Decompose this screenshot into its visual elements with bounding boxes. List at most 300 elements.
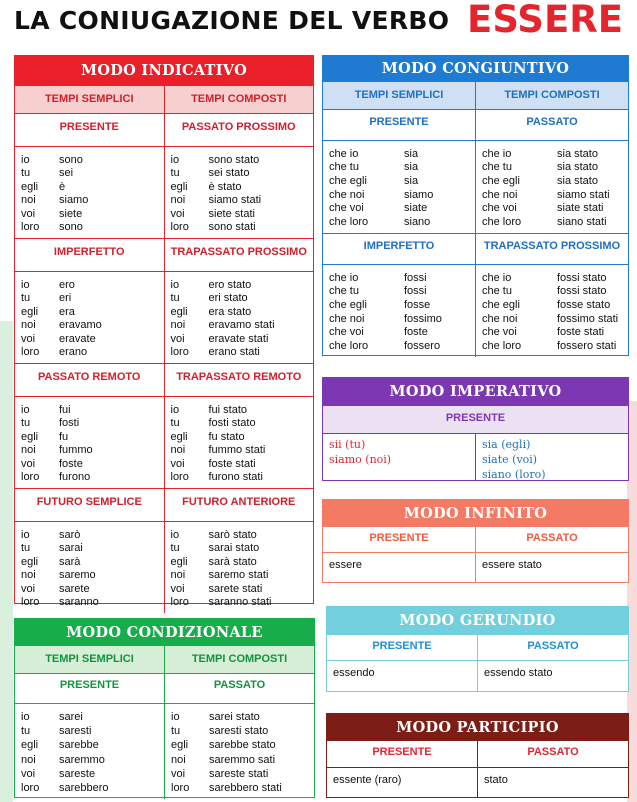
verb-form: sono bbox=[59, 153, 83, 166]
verb-form: saresti bbox=[59, 725, 92, 738]
conjugation-line bbox=[21, 181, 164, 193]
pronoun: tu bbox=[171, 725, 181, 738]
congiuntivo-forms-left bbox=[323, 141, 476, 233]
verb-form: fu stato bbox=[208, 430, 245, 443]
conjugation-line bbox=[329, 161, 475, 173]
conjugation-line bbox=[21, 221, 164, 233]
verb-form: ero stato bbox=[208, 278, 252, 291]
pronoun: noi bbox=[21, 569, 36, 582]
conjugation-line bbox=[171, 556, 314, 568]
participio-passato-label: PASSATO bbox=[527, 746, 579, 758]
verb-form: foste bbox=[59, 457, 83, 470]
indicativo-conjugation-row bbox=[15, 147, 313, 238]
conjugation-line bbox=[329, 216, 475, 228]
infinito-passato-label: PASSATO bbox=[526, 532, 578, 544]
pronoun: noi bbox=[171, 753, 186, 766]
indicativo-forms-left bbox=[15, 397, 165, 488]
conjugation-line bbox=[482, 175, 628, 187]
pronoun: voi bbox=[21, 332, 36, 345]
verb-form: sareste stati bbox=[209, 767, 269, 780]
pronoun: io bbox=[170, 278, 180, 291]
indicativo-tense-name: PRESENTE bbox=[15, 114, 165, 146]
pronoun: che io bbox=[329, 147, 359, 160]
conjugation-line bbox=[21, 319, 164, 331]
imperativo-tense: PRESENTE bbox=[323, 406, 628, 434]
verb-form: saremmo sati bbox=[209, 753, 276, 766]
verb-form: eri stato bbox=[208, 292, 248, 305]
flag-stripe-left bbox=[0, 0, 13, 802]
conjugation-line bbox=[329, 340, 475, 352]
pronoun: noi bbox=[21, 444, 36, 457]
indicativo-panel bbox=[14, 55, 314, 609]
congiuntivo-forms-right bbox=[476, 265, 628, 357]
pronoun: che tu bbox=[329, 285, 359, 298]
conjugation-line bbox=[21, 471, 164, 483]
congiuntivo-tense-name-row bbox=[323, 109, 628, 141]
verb-form: siamo bbox=[404, 188, 434, 201]
verb-title: ESSERE bbox=[467, 0, 623, 41]
conjugation-line bbox=[329, 326, 475, 338]
pronoun: noi bbox=[170, 319, 186, 332]
verb-form: foste stati bbox=[208, 457, 256, 470]
verb-form: eravamo bbox=[59, 319, 102, 332]
conjugation-line bbox=[21, 569, 164, 581]
conjugation-line bbox=[329, 189, 475, 201]
verb-form: fosti stato bbox=[208, 417, 256, 430]
pronoun: egli bbox=[21, 739, 39, 752]
congiuntivo-tenses bbox=[323, 109, 628, 357]
indicativo-col-semplici: TEMPI SEMPLICI bbox=[15, 86, 165, 113]
verb-form: fosti bbox=[59, 417, 80, 430]
conjugation-line bbox=[21, 725, 164, 737]
pronoun: voi bbox=[171, 767, 186, 780]
conjugation-line bbox=[21, 279, 164, 291]
pronoun: io bbox=[170, 153, 180, 166]
conjugation-line bbox=[171, 404, 314, 416]
conjugation-line bbox=[171, 471, 314, 483]
indicativo-tense-name: PASSATO REMOTO bbox=[15, 364, 165, 396]
congiuntivo-conjugation-row bbox=[323, 265, 628, 357]
conjugation-line bbox=[171, 221, 314, 233]
verb-form: saremo stati bbox=[208, 569, 269, 582]
pronoun: noi bbox=[21, 319, 36, 332]
pronoun: voi bbox=[170, 207, 185, 220]
verb-form: fosse stato bbox=[557, 299, 611, 312]
verb-form: fosse bbox=[404, 299, 431, 312]
conjugation-line bbox=[171, 739, 314, 751]
verb-form: sono stati bbox=[208, 221, 256, 234]
verb-form: sarete stati bbox=[208, 582, 263, 595]
verb-form: fui stato bbox=[208, 403, 248, 416]
conjugation-line bbox=[329, 299, 475, 311]
pronoun: voi bbox=[21, 457, 36, 470]
conjugation-line bbox=[21, 167, 164, 179]
conjugation-line bbox=[482, 189, 628, 201]
pronoun: noi bbox=[21, 753, 36, 766]
page-title: LA CONIUGAZIONE DEL VERBO bbox=[14, 6, 450, 35]
verb-form: siano stati bbox=[557, 216, 607, 229]
pronoun: voi bbox=[21, 207, 36, 220]
congiuntivo-header: MODO CONGIUNTIVO bbox=[323, 56, 628, 82]
verb-form: saresti stato bbox=[209, 725, 269, 738]
indicativo-conjugation-row bbox=[15, 272, 313, 363]
pronoun: egli bbox=[170, 180, 188, 193]
conjugation-line bbox=[171, 542, 314, 554]
pronoun: tu bbox=[21, 725, 31, 738]
participio-passato: stato bbox=[484, 774, 508, 786]
indicativo-forms-right bbox=[165, 397, 314, 488]
conjugation-line bbox=[171, 194, 314, 206]
conjugation-line bbox=[171, 431, 314, 443]
pronoun: che voi bbox=[329, 202, 364, 215]
pronoun: voi bbox=[170, 457, 185, 470]
pronoun: che io bbox=[482, 147, 512, 160]
indicativo-forms-right bbox=[165, 522, 314, 613]
verb-form: siamo bbox=[59, 194, 89, 207]
pronoun: tu bbox=[170, 292, 180, 305]
conjugation-line bbox=[482, 285, 628, 297]
indicativo-tense-name-row bbox=[15, 238, 313, 272]
conjugation-line bbox=[21, 768, 164, 780]
conjugation-line bbox=[171, 711, 314, 723]
pronoun: che noi bbox=[482, 188, 518, 201]
verb-form: sarebbero bbox=[59, 781, 109, 794]
pronoun: che egli bbox=[329, 175, 367, 188]
conjugation-line bbox=[21, 711, 164, 723]
verb-form: foste bbox=[404, 326, 428, 339]
pronoun: loro bbox=[21, 221, 40, 234]
verb-form: sarò stato bbox=[208, 528, 257, 541]
congiuntivo-conjugation-row bbox=[323, 141, 628, 233]
pronoun: che egli bbox=[329, 299, 367, 312]
infinito-passato: essere stato bbox=[482, 559, 542, 571]
conjugation-line bbox=[171, 208, 314, 220]
verb-form: saremmo bbox=[59, 753, 105, 766]
indicativo-tense-name: IMPERFETTO bbox=[15, 239, 165, 271]
pronoun: tu bbox=[170, 542, 180, 555]
congiuntivo-tense-name: PASSATO bbox=[526, 116, 578, 128]
verb-form: è stato bbox=[208, 180, 242, 193]
gerundio-presente: essendo bbox=[327, 661, 478, 692]
pronoun: egli bbox=[170, 430, 188, 443]
imperativo-form: siamo (noi) bbox=[329, 453, 392, 466]
indicativo-forms-left bbox=[15, 522, 165, 613]
conjugation-line bbox=[21, 556, 164, 568]
imperativo-left-forms bbox=[323, 434, 476, 480]
conjugation-line bbox=[329, 313, 475, 325]
congiuntivo-panel bbox=[322, 55, 629, 356]
pronoun: egli bbox=[21, 555, 39, 568]
conjugation-line bbox=[171, 154, 314, 166]
verb-form: siano bbox=[404, 216, 431, 229]
verb-form: ero bbox=[59, 278, 75, 291]
pronoun: che noi bbox=[329, 312, 365, 325]
verb-form: sarò bbox=[59, 528, 81, 541]
gerundio-forms bbox=[327, 661, 628, 692]
pronoun: voi bbox=[21, 582, 36, 595]
indicativo-tense-name: TRAPASSATO PROSSIMO bbox=[170, 246, 307, 258]
indicativo-tense-name: TRAPASSATO REMOTO bbox=[176, 371, 302, 383]
indicativo-tense-name: FUTURO ANTERIORE bbox=[182, 496, 296, 508]
infinito-forms bbox=[323, 553, 628, 583]
verb-form: sarete bbox=[59, 582, 90, 595]
pronoun: tu bbox=[21, 167, 31, 180]
condizionale-panel bbox=[14, 618, 315, 798]
conjugation-line bbox=[171, 444, 314, 456]
pronoun: voi bbox=[21, 767, 36, 780]
participio-header: MODO PARTICIPIO bbox=[327, 714, 628, 741]
pronoun: che tu bbox=[329, 161, 359, 174]
indicativo-tense-name: PASSATO PROSSIMO bbox=[181, 121, 296, 133]
pronoun: loro bbox=[170, 221, 189, 234]
conjugation-line bbox=[329, 285, 475, 297]
conjugation-line bbox=[482, 313, 628, 325]
indicativo-conjugation-row bbox=[15, 397, 313, 488]
conjugation-line bbox=[482, 216, 628, 228]
pronoun: io bbox=[171, 711, 180, 724]
condizionale-tenses bbox=[15, 673, 314, 799]
condizionale-header: MODO CONDIZIONALE bbox=[15, 619, 314, 646]
imperativo-form: sia (egli) bbox=[482, 438, 531, 451]
conjugation-line bbox=[21, 306, 164, 318]
verb-form: eravate stati bbox=[208, 332, 269, 345]
imperativo-form: siate (voi) bbox=[482, 453, 538, 466]
verb-form: erano bbox=[59, 346, 88, 359]
participio-presente-label: PRESENTE bbox=[327, 741, 478, 767]
verb-form: sarà stato bbox=[208, 555, 257, 568]
conjugation-line bbox=[21, 583, 164, 595]
conjugation-line bbox=[482, 161, 628, 173]
pronoun: che loro bbox=[482, 340, 522, 353]
verb-form: sia bbox=[404, 147, 419, 160]
pronoun: io bbox=[170, 528, 180, 541]
verb-form: fossi stato bbox=[557, 285, 607, 298]
indicativo-forms-right bbox=[165, 272, 314, 363]
pronoun: loro bbox=[170, 471, 189, 484]
participio-panel bbox=[326, 713, 629, 798]
verb-form: sarebbero stati bbox=[209, 781, 282, 794]
conjugation-line bbox=[482, 272, 628, 284]
pronoun: loro bbox=[170, 346, 189, 359]
pronoun: noi bbox=[170, 444, 186, 457]
conjugation-line bbox=[21, 739, 164, 751]
pronoun: egli bbox=[21, 430, 39, 443]
verb-form: sia bbox=[404, 175, 419, 188]
pronoun: io bbox=[21, 278, 30, 291]
conjugation-line bbox=[482, 299, 628, 311]
conjugation-line bbox=[171, 279, 314, 291]
pronoun: egli bbox=[171, 739, 189, 752]
imperativo-form: siano (loro) bbox=[482, 468, 546, 481]
verb-form: sarei bbox=[59, 711, 83, 724]
verb-form: sia bbox=[404, 161, 419, 174]
conjugation-line bbox=[21, 154, 164, 166]
conjugation-line bbox=[171, 529, 314, 541]
verb-form: è bbox=[59, 180, 66, 193]
conjugation-line bbox=[171, 583, 314, 595]
pronoun: tu bbox=[21, 292, 31, 305]
indicativo-tense-name: FUTURO SEMPLICE bbox=[15, 489, 165, 521]
conjugation-line bbox=[329, 175, 475, 187]
conjugation-line bbox=[171, 417, 314, 429]
verb-form: eravamo stati bbox=[208, 319, 275, 332]
infinito-panel bbox=[322, 499, 629, 583]
verb-form: sei bbox=[59, 167, 74, 180]
pronoun: tu bbox=[170, 417, 180, 430]
pronoun: io bbox=[170, 403, 180, 416]
verb-form: sia stato bbox=[557, 161, 598, 174]
verb-form: sarei stato bbox=[209, 711, 260, 724]
conjugation-line bbox=[482, 202, 628, 214]
imperativo-forms bbox=[323, 434, 628, 480]
congiuntivo-forms-left bbox=[323, 265, 476, 357]
pronoun: noi bbox=[21, 194, 36, 207]
verb-form: siamo stati bbox=[208, 194, 262, 207]
pronoun: egli bbox=[170, 555, 188, 568]
congiuntivo-tense-name: IMPERFETTO bbox=[323, 234, 476, 264]
conjugation-line bbox=[21, 404, 164, 416]
pronoun: che voi bbox=[329, 326, 364, 339]
imperativo-form: sii (tu) bbox=[329, 438, 366, 451]
verb-form: sarai bbox=[59, 542, 83, 555]
condizionale-tense-name: PASSATO bbox=[213, 679, 266, 691]
verb-form: sono bbox=[59, 221, 83, 234]
conjugation-line bbox=[171, 306, 314, 318]
pronoun: voi bbox=[170, 332, 185, 345]
conjugation-line bbox=[21, 194, 164, 206]
conjugation-line bbox=[21, 333, 164, 345]
imperativo-right-forms bbox=[476, 434, 628, 480]
conjugation-line bbox=[329, 202, 475, 214]
verb-form: furono stati bbox=[208, 471, 263, 484]
congiuntivo-forms-right bbox=[476, 141, 628, 233]
congiuntivo-column-headers bbox=[323, 82, 628, 109]
conjugation-line bbox=[171, 569, 314, 581]
verb-form: sia stato bbox=[557, 175, 598, 188]
pronoun: che egli bbox=[482, 299, 520, 312]
pronoun: tu bbox=[21, 417, 31, 430]
pronoun: che voi bbox=[482, 326, 517, 339]
conjugation-line bbox=[21, 346, 164, 358]
gerundio-tense-row bbox=[327, 635, 628, 661]
verb-form: fossero stati bbox=[557, 340, 617, 353]
condizionale-tense-name: PRESENTE bbox=[15, 674, 165, 703]
conjugation-line bbox=[21, 542, 164, 554]
conjugation-line bbox=[329, 148, 475, 160]
verb-form: sei stato bbox=[208, 167, 250, 180]
pronoun: egli bbox=[170, 305, 188, 318]
verb-form: fummo stati bbox=[208, 444, 266, 457]
pronoun: loro bbox=[21, 471, 40, 484]
conjugation-line bbox=[171, 782, 314, 794]
pronoun: tu bbox=[170, 167, 180, 180]
conjugation-line bbox=[21, 417, 164, 429]
verb-form: sareste bbox=[59, 767, 96, 780]
imperativo-header: MODO IMPERATIVO bbox=[323, 378, 628, 406]
pronoun: loro bbox=[21, 781, 40, 794]
conjugation-line bbox=[171, 333, 314, 345]
verb-form: siate bbox=[404, 202, 428, 215]
pronoun: tu bbox=[21, 542, 31, 555]
pronoun: voi bbox=[170, 582, 185, 595]
indicativo-conjugation-row bbox=[15, 522, 313, 613]
indicativo-forms-left bbox=[15, 272, 165, 363]
conjugation-line bbox=[21, 208, 164, 220]
indicativo-column-headers bbox=[15, 86, 313, 113]
indicativo-tenses bbox=[15, 113, 313, 613]
verb-form: fossimo stati bbox=[557, 312, 619, 325]
verb-form: fossi bbox=[404, 271, 427, 284]
congiuntivo-tense-name: TRAPASSATO PROSSIMO bbox=[483, 240, 621, 252]
gerundio-presente-label: PRESENTE bbox=[327, 635, 478, 660]
conjugation-line bbox=[171, 458, 314, 470]
congiuntivo-col-composti: TEMPI COMPOSTI bbox=[504, 89, 600, 101]
pronoun: che noi bbox=[329, 188, 365, 201]
participio-forms bbox=[327, 768, 628, 798]
verb-form: eravate bbox=[59, 332, 96, 345]
congiuntivo-tense-name-row bbox=[323, 233, 628, 265]
pronoun: che loro bbox=[482, 216, 522, 229]
pronoun: che loro bbox=[329, 216, 369, 229]
indicativo-forms-right bbox=[165, 147, 314, 238]
conjugation-line bbox=[171, 768, 314, 780]
indicativo-header: MODO INDICATIVO bbox=[15, 56, 313, 86]
condizionale-conjugation-row bbox=[15, 704, 314, 799]
pronoun: loro bbox=[171, 781, 190, 794]
pronoun: che io bbox=[329, 271, 359, 284]
conjugation-line bbox=[21, 782, 164, 794]
conjugation-line bbox=[171, 181, 314, 193]
pronoun: egli bbox=[21, 180, 39, 193]
indicativo-col-composti: TEMPI COMPOSTI bbox=[191, 93, 287, 105]
pronoun: loro bbox=[21, 346, 40, 359]
conjugation-line bbox=[21, 292, 164, 304]
infinito-presente-label: PRESENTE bbox=[323, 527, 476, 552]
verb-form: furono bbox=[59, 471, 91, 484]
pronoun: egli bbox=[21, 305, 39, 318]
condizionale-forms-left bbox=[15, 704, 165, 799]
verb-form: saranno stati bbox=[208, 596, 272, 609]
pronoun: che io bbox=[482, 271, 512, 284]
pronoun: noi bbox=[170, 194, 186, 207]
condizionale-column-headers bbox=[15, 646, 314, 673]
conjugation-line bbox=[171, 596, 314, 608]
indicativo-tense-name-row bbox=[15, 488, 313, 522]
indicativo-forms-left bbox=[15, 147, 165, 238]
conjugation-line bbox=[329, 272, 475, 284]
conjugation-line bbox=[171, 292, 314, 304]
verb-form: fui bbox=[59, 403, 71, 416]
conjugation-line bbox=[482, 340, 628, 352]
verb-form: saremo bbox=[59, 569, 96, 582]
conjugation-line bbox=[171, 754, 314, 766]
gerundio-header: MODO GERUNDIO bbox=[327, 607, 628, 635]
pronoun: io bbox=[21, 403, 30, 416]
pronoun: io bbox=[21, 153, 30, 166]
gerundio-passato: essendo stato bbox=[484, 667, 553, 679]
verb-form: siete stati bbox=[208, 207, 255, 220]
pronoun: che tu bbox=[482, 161, 512, 174]
verb-form: era bbox=[59, 305, 75, 318]
pronoun: che loro bbox=[329, 340, 369, 353]
conjugation-line bbox=[21, 754, 164, 766]
verb-form: sarai stato bbox=[208, 542, 260, 555]
participio-presente: essente (raro) bbox=[327, 768, 478, 798]
verb-form: siate stati bbox=[557, 202, 604, 215]
verb-form: sarebbe bbox=[59, 739, 99, 752]
imperativo-panel bbox=[322, 377, 629, 481]
verb-form: fossero bbox=[404, 340, 441, 353]
